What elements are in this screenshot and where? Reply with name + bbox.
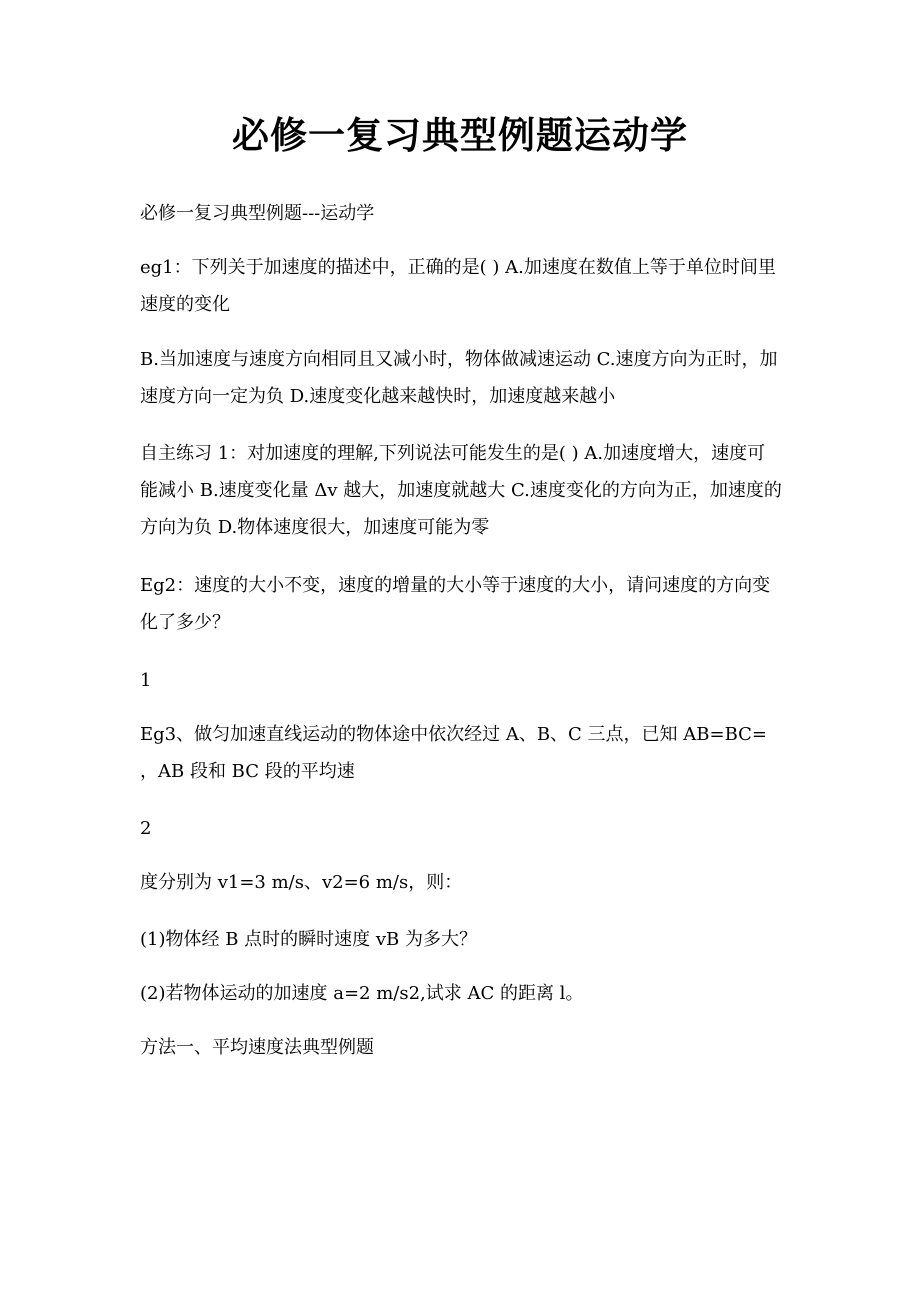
eg3-speeds-paragraph: 度分别为 v1=3 m/s、v2=6 m/s，则： — [140, 872, 463, 893]
document-title: 必修一复习典型例题运动学 — [232, 114, 688, 157]
eg3-paragraph: Eg3、做匀加速直线运动的物体途中依次经过 A、B、C 三点，已知 AB=BC= ，AB 段和 BC 段的平均速 — [140, 724, 768, 782]
subtitle-paragraph: 必修一复习典型例题---运动学 — [140, 203, 375, 224]
footnote-number-2: 2 — [140, 818, 152, 839]
practice-1-paragraph: 自主练习 1：对加速度的理解,下列说法可能发生的是( ) A.加速度增大，速度可能减小 B.速度变化量 Δv 越大，加速度就越大 C.速度变化的方向为正，加速度的方向为负 D.物体速度很大，加速度可能为零 — [140, 443, 782, 538]
eg1-question-paragraph: eg1：下列关于加速度的描述中，正确的是( ) A.加速度在数值上等于单位时间里速度的变化 — [140, 257, 776, 315]
method-heading: 方法一、平均速度法典型例题 — [140, 1037, 374, 1058]
eg3-question-1: (1)物体经 B 点时的瞬时速度 vB 为多大？ — [140, 929, 478, 950]
footnote-number-1: 1 — [140, 670, 152, 691]
eg1-options-paragraph: B.当加速度与速度方向相同且又减小时，物体做减速运动 C.速度方向为正时，加速度方向一定为负 D.速度变化越来越快时，加速度越来越小 — [140, 349, 778, 407]
eg3-question-2: (2)若物体运动的加速度 a=2 m/s2,试求 AC 的距离 l。 — [140, 983, 584, 1004]
eg2-paragraph: Eg2：速度的大小不变，速度的增量的大小等于速度的大小，请问速度的方向变化了多少？ — [140, 575, 771, 633]
